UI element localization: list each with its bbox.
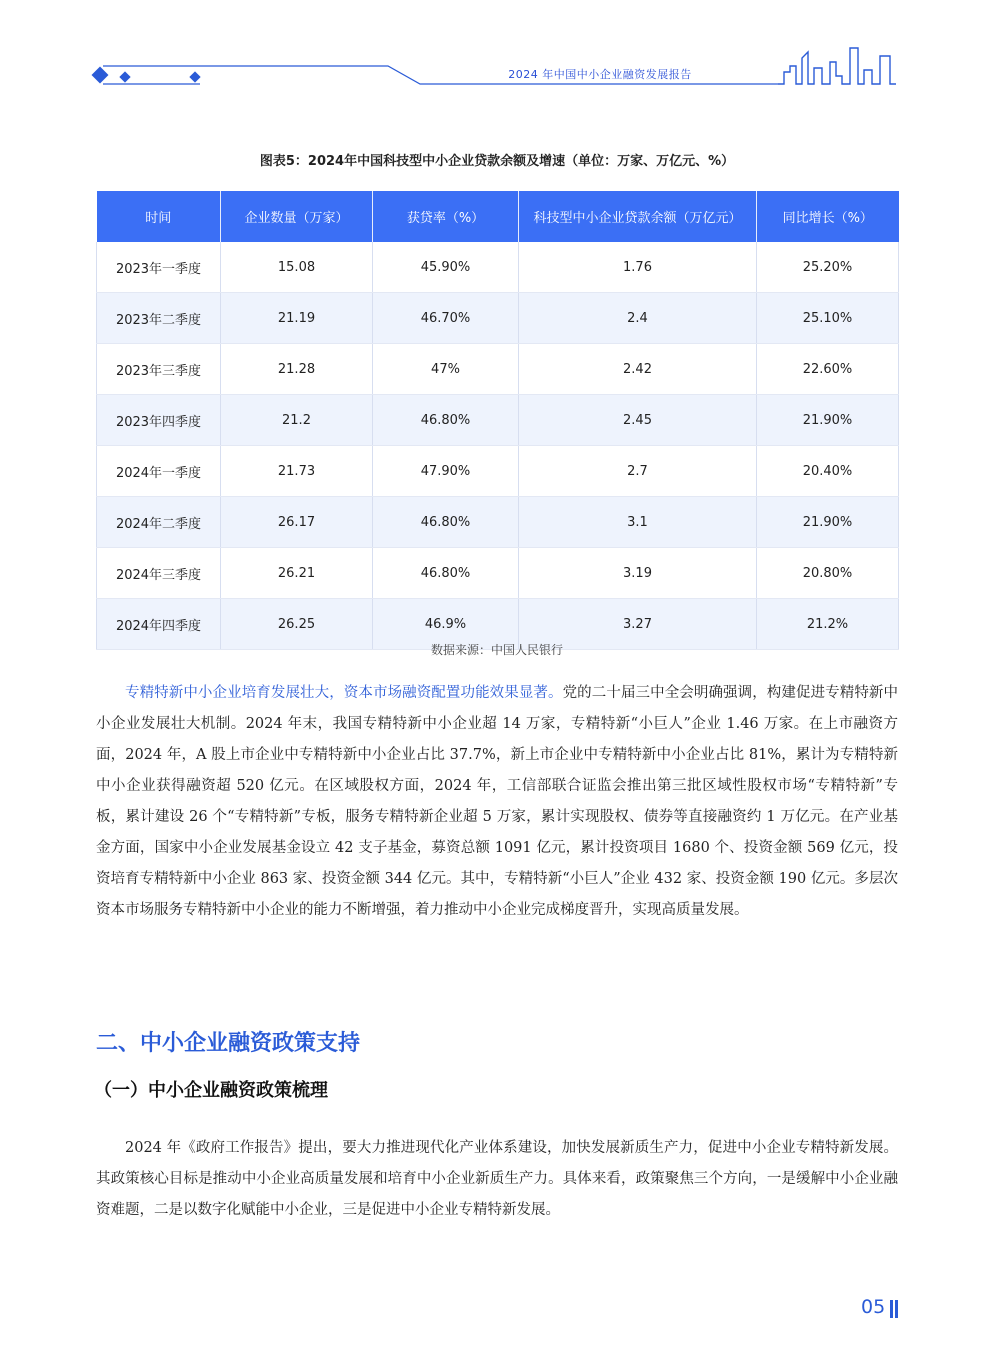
table-cell: 2.7 <box>519 446 757 497</box>
table-row <box>97 395 899 446</box>
table-cell: 2024年三季度 <box>97 548 221 599</box>
table-cell: 1.76 <box>519 242 757 293</box>
table-cell: 46.70% <box>373 293 519 344</box>
column-header: 科技型中小企业贷款余额（万亿元） <box>519 191 757 242</box>
table-cell: 21.19 <box>221 293 373 344</box>
header-decoration <box>0 0 992 100</box>
table-cell: 2.45 <box>519 395 757 446</box>
header-title: 2024 年中国中小企业融资发展报告 <box>508 68 692 81</box>
table-cell: 2023年二季度 <box>97 293 221 344</box>
table-cell: 46.80% <box>373 548 519 599</box>
table-cell: 21.28 <box>221 344 373 395</box>
table-cell: 26.21 <box>221 548 373 599</box>
table-cell: 15.08 <box>221 242 373 293</box>
table-caption: 图表5：2024年中国科技型中小企业贷款余额及增速（单位：万家、万亿元、%） <box>259 154 735 169</box>
table-cell: 21.2% <box>757 599 899 650</box>
table-cell: 2023年三季度 <box>97 344 221 395</box>
table-row <box>97 344 899 395</box>
table-cell: 25.20% <box>757 242 899 293</box>
table-cell: 2023年四季度 <box>97 395 221 446</box>
table-row <box>97 242 899 293</box>
table-cell: 21.73 <box>221 446 373 497</box>
table-cell: 3.27 <box>519 599 757 650</box>
column-header: 获贷率（%） <box>373 191 519 242</box>
table-cell: 22.60% <box>757 344 899 395</box>
table-cell: 25.10% <box>757 293 899 344</box>
table-cell: 20.80% <box>757 548 899 599</box>
column-header: 时间 <box>97 191 221 242</box>
table-cell: 21.2 <box>221 395 373 446</box>
column-header: 同比增长（%） <box>757 191 899 242</box>
data-table <box>96 191 899 650</box>
page-number-bar-icon <box>890 1300 893 1318</box>
body-paragraph: 2024 年《政府工作报告》提出，要大力推进现代化产业体系建设，加快发展新质生产力，促进中小企业专精特新发展。其政策核心目标是推动中小企业高质量发展和培育中小企业新质生产力。具体来看，政策聚焦三个方向，一是缓解中小企业融资难题，二是以数字化赋能中小企业，三是促进中小企业专精特新发展。 <box>96 1140 898 1218</box>
table-cell: 2.42 <box>519 344 757 395</box>
table-cell: 3.19 <box>519 548 757 599</box>
table-cell: 2024年四季度 <box>97 599 221 650</box>
table-cell: 47% <box>373 344 519 395</box>
table-cell: 2024年一季度 <box>97 446 221 497</box>
table-cell: 2.4 <box>519 293 757 344</box>
table-cell: 26.25 <box>221 599 373 650</box>
table-cell: 2024年二季度 <box>97 497 221 548</box>
section-heading: 二、中小企业融资政策支持 <box>96 1031 361 1056</box>
table-row <box>97 548 899 599</box>
subsection-heading: （一）中小企业融资政策梳理 <box>94 1080 328 1101</box>
diamond-icon <box>92 67 109 84</box>
table-row <box>97 293 899 344</box>
body-paragraph <box>96 678 898 926</box>
table-cell: 46.80% <box>373 395 519 446</box>
table-cell: 2023年一季度 <box>97 242 221 293</box>
table-cell: 46.9% <box>373 599 519 650</box>
table-cell: 20.40% <box>757 446 899 497</box>
table-source-note: 数据来源：中国人民银行 <box>430 643 563 657</box>
table-cell: 3.1 <box>519 497 757 548</box>
page-number-bar-icon <box>895 1300 898 1318</box>
table-row <box>97 497 899 548</box>
table-cell: 47.90% <box>373 446 519 497</box>
column-header: 企业数量（万家） <box>221 191 373 242</box>
table-cell: 46.80% <box>373 497 519 548</box>
skyline-icon <box>778 48 896 84</box>
diamond-icon <box>119 71 130 82</box>
table-cell: 21.90% <box>757 497 899 548</box>
table-row <box>97 446 899 497</box>
page-number: 05 <box>861 1296 886 1318</box>
table-cell: 21.90% <box>757 395 899 446</box>
table-cell: 26.17 <box>221 497 373 548</box>
table-header-row <box>97 191 899 242</box>
paragraph-lead-sentence: 专精特新中小企业培育发展壮大，资本市场融资配置功能效果显著。 <box>125 685 563 701</box>
paragraph-body: 党的二十届三中全会明确强调，构建促进专精特新中小企业发展壮大机制。2024 年末，我国专精特新中小企业超 14 万家，专精特新“小巨人”企业 1.46 万家。在上市融资方面，2024 年，A 股上市企业中专精特新中小企业占比 37.7%，新上市企业中专精特新中小企业占比 81%，累计为专精特新中小企业获得融资超 520 亿元。在区域股权方面，2024 年，工信部联合证监会推出第三批区域性股权市场“专精特新”专板，累计建设 26 个“专精特新”专板，服务专精特新企业超 5 万家，累计实现股权、债券等直接融资约 1 万亿元。在产业基金方面，国家中小企业发展基金设立 42 支子基金，募资总额 1091 亿元，累计投资项目 1680 个、投资金额 569 亿元，投资培育专精特新中小企业 863 家、投资金额 344 亿元。其中，专精特新“小巨人”企业 432 家、投资金额 190 亿元。多层次资本市场服务专精特新中小企业的能力不断增强，着力推动中小企业完成梯度晋升，实现高质量发展。 <box>96 685 898 918</box>
table-cell: 45.90% <box>373 242 519 293</box>
diamond-icon <box>189 71 200 82</box>
